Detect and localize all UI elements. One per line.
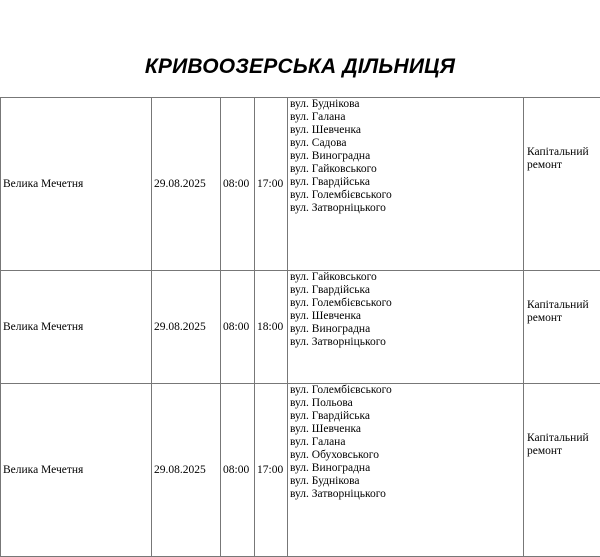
street-item: вул. Виноградна <box>290 150 521 163</box>
street-item: вул. Галана <box>290 436 521 449</box>
street-item: вул. Польова <box>290 397 521 410</box>
table-row <box>1 98 600 271</box>
street-item: вул. Шевченка <box>290 310 521 323</box>
street-item: вул. Гвардійська <box>290 410 521 423</box>
street-item: вул. Гайковського <box>290 271 521 284</box>
streets-cell <box>288 384 524 557</box>
street-item: вул. Шевченка <box>290 423 521 436</box>
street-item: вул. Буднікова <box>290 98 521 111</box>
street-item: вул. Обуховського <box>290 449 521 462</box>
street-item: вул. Голембієвського <box>290 384 521 397</box>
settlement-cell: Велика Мечетня <box>1 384 152 557</box>
street-item: вул. Садова <box>290 137 521 150</box>
work-type-cell: Капітальний ремонт <box>524 384 600 557</box>
street-item: вул. Затворніцького <box>290 336 521 349</box>
end-time-cell: 17:00 <box>255 384 288 557</box>
end-time-cell: 17:00 <box>255 98 288 271</box>
date-cell: 29.08.2025 <box>152 384 221 557</box>
street-item: вул. Затворніцького <box>290 488 521 501</box>
street-item: вул. Буднікова <box>290 475 521 488</box>
start-time-cell: 08:00 <box>221 384 255 557</box>
street-item: вул. Голембієвського <box>290 189 521 202</box>
date-cell: 29.08.2025 <box>152 98 221 271</box>
table-row <box>1 271 600 384</box>
streets-cell <box>288 271 524 384</box>
table-row <box>1 384 600 557</box>
street-item: вул. Затворніцького <box>290 202 521 215</box>
street-item: вул. Гайковського <box>290 163 521 176</box>
street-item: вул. Шевченка <box>290 124 521 137</box>
street-item: вул. Галана <box>290 111 521 124</box>
settlement-cell: Велика Мечетня <box>1 98 152 271</box>
street-item: вул. Гвардійська <box>290 284 521 297</box>
street-item: вул. Виноградна <box>290 462 521 475</box>
work-type-cell: Капітальний ремонт <box>524 271 600 384</box>
page-title: КРИВООЗЕРСЬКА ДІЛЬНИЦЯ <box>0 54 600 80</box>
work-type-cell: Капітальний ремонт <box>524 98 600 271</box>
start-time-cell: 08:00 <box>221 271 255 384</box>
street-item: вул. Гвардійська <box>290 176 521 189</box>
start-time-cell: 08:00 <box>221 98 255 271</box>
outage-schedule-table <box>0 97 600 557</box>
streets-cell <box>288 98 524 271</box>
street-item: вул. Голембієвського <box>290 297 521 310</box>
end-time-cell: 18:00 <box>255 271 288 384</box>
date-cell: 29.08.2025 <box>152 271 221 384</box>
street-item: вул. Виноградна <box>290 323 521 336</box>
settlement-cell: Велика Мечетня <box>1 271 152 384</box>
